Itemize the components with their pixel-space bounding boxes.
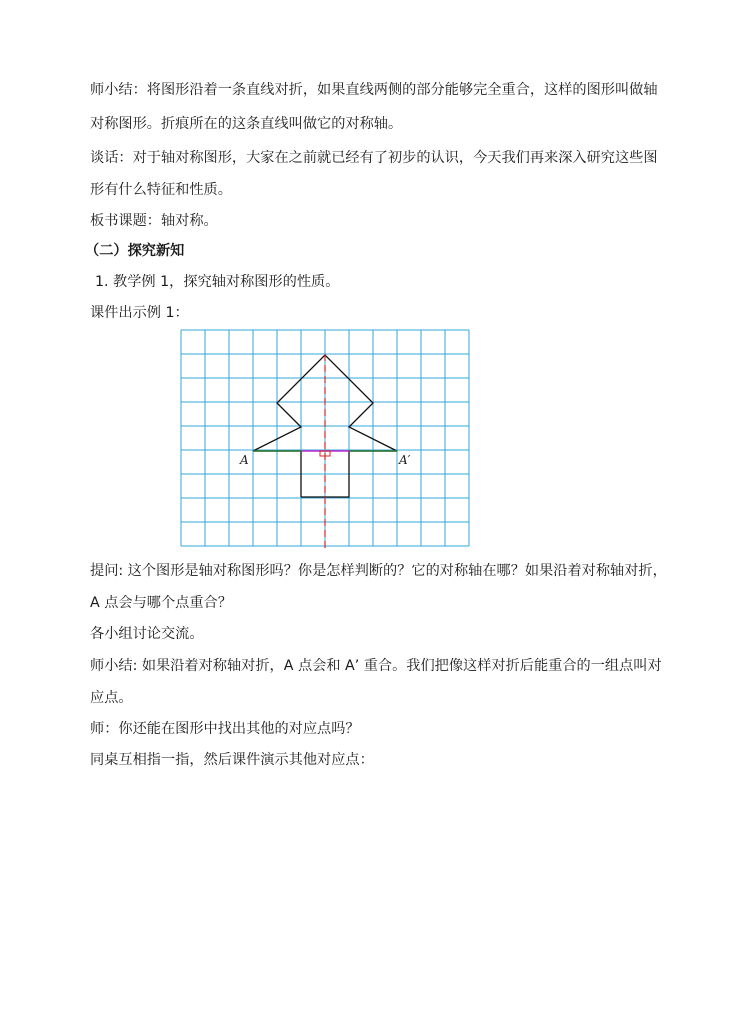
paragraph-summary2-line2: 应点。 xyxy=(90,690,133,706)
paragraph-summary2-line1: 师小结: 如果沿着对称轴对折，A 点会和 A’ 重合。我们把像这样对折后能重合的一组点叫对 xyxy=(90,658,662,674)
section-heading: （二）探究新知 xyxy=(85,243,185,259)
point-a-label: A xyxy=(240,453,249,467)
paragraph-board-title: 板书课题：轴对称。 xyxy=(90,213,218,229)
paragraph-teacher-question: 师：你还能在图形中找出其他的对应点吗？ xyxy=(90,721,360,737)
symmetry-figure xyxy=(178,327,472,549)
point-a-prime-label: A′ xyxy=(399,453,411,467)
paragraph-desk-mates: 同桌互相指一指，然后课件演示其他对应点： xyxy=(90,752,374,768)
paragraph-summary-line1: 师小结：将图形沿着一条直线对折，如果直线两侧的部分能够完全重合，这样的图形叫做轴 xyxy=(90,82,658,98)
paragraph-discuss: 各小组讨论交流。 xyxy=(90,626,204,642)
paragraph-question-line2: A 点会与哪个点重合？ xyxy=(90,595,232,611)
symmetry-figure-svg xyxy=(178,327,472,549)
paragraph-courseware: 课件出示例 1： xyxy=(90,305,189,321)
paragraph-summary-line2: 对称图形。折痕所在的这条直线叫做它的对称轴。 xyxy=(90,116,403,132)
paragraph-example-item: 1. 教学例 1，探究轴对称图形的性质。 xyxy=(95,274,340,290)
paragraph-question-line1: 提问: 这个图形是轴对称图形吗？你是怎样判断的？它的对称轴在哪？如果沿着对称轴对折， xyxy=(90,563,667,579)
paragraph-talk-line1: 谈话：对于轴对称图形，大家在之前就已经有了初步的认识，今天我们再来深入研究这些图 xyxy=(90,150,658,166)
paragraph-talk-line2: 形有什么特征和性质。 xyxy=(90,182,232,198)
